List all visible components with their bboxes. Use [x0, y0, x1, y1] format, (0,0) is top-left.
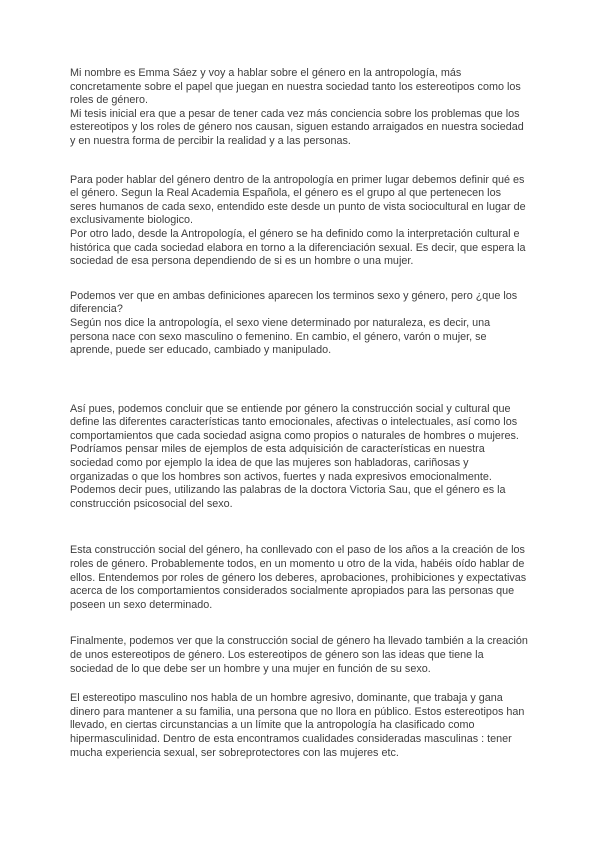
paragraph: El estereotipo masculino nos habla de un hombre agresivo, dominante, que trabaja y gana dinero para mantener a su familia, una persona que no llora en público. Estos estereotipos han llevado, en ciertas circunstancias a un límite que la antropología ha clasificado como hipermasculinidad. Dentro de esta encontramos cualidades consideradas masculinas : tener mucha experiencia sexual, ser sobreprotectores con las mujeres etc.	[70, 692, 525, 759]
paragraph-group-conclusion-genero	[70, 403, 528, 512]
paragraph-group-definicion	[70, 174, 528, 269]
paragraph: Para poder hablar del género dentro de la antropología en primer lugar debemos definir qué es el género. Segun la Real Academia Española, el género es el grupo al que pertenecen los seres humanos de cada sexo, entendido este desde un punto de vista sociocultural en lugar de exclusivamente biologico.	[70, 173, 526, 227]
paragraph-group-sexo-genero	[70, 290, 528, 358]
paragraph: Esta construcción social del género, ha conllevado con el paso de los años a la creación de los roles de género. Probablemente todos, en un momento u otro de la vida, habéis oído hablar de ellos. Entendemos por roles de género los deberes, aprobaciones, prohibiciones y expectativas acerca de los comportamientos considerados socialmente apropiados para las personas que poseen un sexo determinado.	[70, 544, 527, 611]
paragraph: Finalmente, podemos ver que la construcción social de género ha llevado también a la creación de unos estereotipos de género. Los estereotipos de género son las ideas que tiene la sociedad de lo que debe ser un hombre y una mujer en función de su sexo.	[70, 635, 528, 675]
paragraph: Según nos dice la antropología, el sexo viene determinado por naturaleza, es decir, una persona nace con sexo masculino o femenino. En cambio, el género, varón o mujer, se aprende, puede ser educado, cambiado y manipulado.	[70, 316, 491, 357]
paragraph-group-roles	[70, 544, 528, 612]
paragraph: Podemos decir pues, utilizando las palabras de la doctora Victoria Sau, que el género es la construcción psicosocial del sexo.	[70, 484, 506, 510]
paragraph: Por otro lado, desde la Antropología, el género se ha definido como la interpretación cultural e histórica que cada sociedad elabora en torno a la diferenciación sexual. Es decir, que espera la sociedad de esa persona dependiendo de si es un hombre o una mujer.	[70, 227, 526, 268]
paragraph: Así pues, podemos concluir que se entiende por género la construcción social y cultural que define las diferentes características tanto emocionales, afectivas o intelectuales, así como los comportamientos que cada sociedad asigna como propios o naturales de hombres o mujeres.	[70, 402, 519, 442]
paragraph: Mi nombre es Emma Sáez y voy a hablar sobre el género en la antropología, más concretamente sobre el papel que juegan en nuestra sociedad tanto los estereotipos como los roles de género.	[70, 67, 521, 107]
paragraph-group-estereotipo-masculino	[70, 692, 528, 760]
paragraph-group-intro	[70, 67, 528, 149]
paragraph: Mi tesis inicial era que a pesar de tener cada vez más conciencia sobre los problemas que los estereotipos y los roles de género nos causan, siguen estando arraigados en nuestra sociedad y en nuestra forma de percibir la realidad y a las personas.	[70, 107, 524, 147]
paragraph: Podemos ver que en ambas definiciones aparecen los terminos sexo y género, pero ¿que los diferencia?	[70, 289, 518, 316]
paragraph: Podríamos pensar miles de ejemplos de esta adquisición de características en nuestra sociedad como por ejemplo la idea de que las mujeres son habladoras, cariñosas y organizadas o que los hombres son activos, fuertes y nada expresivos emocionalmente.	[70, 443, 492, 483]
paragraph-group-estereotipos	[70, 635, 528, 676]
